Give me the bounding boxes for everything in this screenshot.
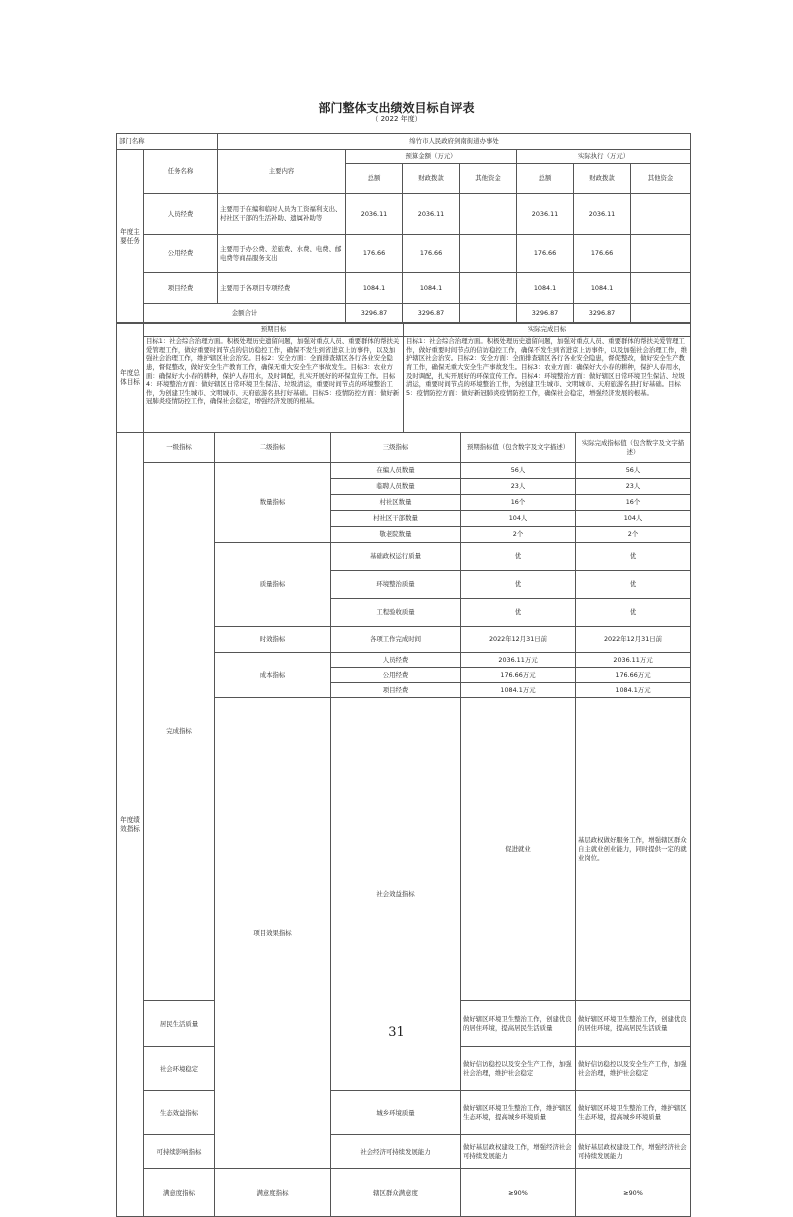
indicator-actual: 104人: [576, 511, 691, 527]
budget-header: 预算金额（万元）: [346, 150, 517, 164]
indicator-expected: 16个: [461, 495, 576, 511]
goals-table: [116, 322, 691, 433]
indicator-name: 村社区数量: [331, 495, 461, 511]
actual-total: 1084.1: [517, 273, 574, 304]
indicator-expected: 做好辖区环境卫生整治工作，创建优良的居住环境，提高居民生活质量: [461, 1001, 576, 1047]
actual-fiscal: 2036.11: [574, 194, 631, 235]
goals-side-label: 年度总体目标: [117, 323, 144, 433]
budget-other: [460, 235, 517, 273]
budget-fiscal: 1084.1: [403, 273, 460, 304]
indicator-name: 辖区群众满意度: [331, 1169, 461, 1217]
indicator-actual: 176.66万元: [576, 668, 691, 683]
sum-actual-other: [631, 304, 691, 324]
indicator-expected: 优: [461, 543, 576, 571]
effect-indicator: 项目效果指标: [215, 698, 331, 1169]
indicator-expected: 23人: [461, 479, 576, 495]
quantity-indicator: 数量指标: [215, 463, 331, 543]
sustainability-indicator: 可持续影响指标: [144, 1135, 215, 1169]
actual-total: 2036.11: [517, 194, 574, 235]
sum-budget-other: [460, 304, 517, 324]
indicator-expected: 2036.11万元: [461, 653, 576, 668]
sum-budget-total: 3296.87: [346, 304, 403, 324]
col-budget-other: 其他资金: [460, 164, 517, 194]
actual-goal-text: 目标1：社会综合治理方面。积极处理历史遗留问题，加强对重点人员、重要群体的帮扶关爱管理工作，做好重要时间节点的信访稳控工作，确保不发生到省进京上访事件，以及加强社会治理工作，维护辖区社会治安。目标2：安全方面：全面排查辖区各行各业安全隐患，督促整改，做好安全生产教育工作，确保无重大安全生产事故发生。目标3：农业方面：确保好大小春的耕种，保护人春用水，及时调配，扎实开展好的环保宣传工作。目标4：环境整治方面：做好辖区日常环境卫生保洁、垃圾清运，重要时间节点的环境整治工作，为创建卫生城市、文明城市、天府旅游名县打好基础。目标5：疫情防控方面：做好新冠肺炎疫情防控工作，确保社会稳定，增强经济发展的根基。: [404, 337, 691, 433]
actual-total: 176.66: [517, 235, 574, 273]
indicator-name: 公用经费: [331, 668, 461, 683]
budget-total: 1084.1: [346, 273, 403, 304]
actual-header: 实际执行（万元）: [517, 150, 691, 164]
indicator-name: 社会环境稳定: [144, 1047, 215, 1091]
task-content: 主要用于在编和临时人员为工资福利支出、村社区干部的生活补助、遗属补助等: [218, 194, 346, 235]
indicator-expected: 做好基层政权建设工作，增强经济社会可持续发展能力: [461, 1135, 576, 1169]
indicator-name: 工程验收质量: [331, 599, 461, 627]
col-actual-fiscal: 财政拨款: [574, 164, 631, 194]
dept-label: 部门名称: [117, 134, 218, 150]
indicator-name: 敬老院数量: [331, 527, 461, 543]
col-actual-value: 实际完成指标值（包含数字及文字描述）: [576, 433, 691, 463]
indicator-expected: 2022年12月31日前: [461, 627, 576, 653]
task-content: 主要用于办公费、差旅费、水费、电费、邮电费等商品服务支出: [218, 235, 346, 273]
task-table: [116, 133, 691, 324]
expected-goal-header: 预期目标: [144, 323, 404, 337]
indicator-expected: 56人: [461, 463, 576, 479]
col-level1: 一级指标: [144, 433, 215, 463]
indicator-actual: 做好辖区环境卫生整治工作，创建优良的居住环境，提高居民生活质量: [576, 1001, 691, 1047]
sum-actual-total: 3296.87: [517, 304, 574, 324]
indicator-actual: 1084.1万元: [576, 683, 691, 698]
sum-budget-fiscal: 3296.87: [403, 304, 460, 324]
col-level3: 三级指标: [331, 433, 461, 463]
dept-value: 绵竹市人民政府剑南街道办事处: [218, 134, 691, 150]
actual-goal-header: 实际完成目标: [404, 323, 691, 337]
budget-total: 2036.11: [346, 194, 403, 235]
indicator-name: 村社区干部数量: [331, 511, 461, 527]
indicator-actual: ≥90%: [576, 1169, 691, 1217]
timeliness-indicator: 时效指标: [215, 627, 331, 653]
task-row: [117, 194, 691, 235]
satisfaction-indicator: 满意度指标: [144, 1169, 215, 1217]
quality-indicator: 质量指标: [215, 543, 331, 627]
col-level2: 二级指标: [215, 433, 331, 463]
actual-other: [631, 235, 691, 273]
col-expected-value: 预期指标值（包含数字及文字描述）: [461, 433, 576, 463]
indicator-name: 促进就业: [461, 698, 576, 1001]
indicator-actual: 优: [576, 543, 691, 571]
task-name: 项目经费: [144, 273, 218, 304]
indicator-actual: 做好辖区环境卫生整治工作，维护辖区生态环境，提高城乡环境质量: [576, 1091, 691, 1135]
indicator-actual: 16个: [576, 495, 691, 511]
task-name: 公用经费: [144, 235, 218, 273]
task-content: 主要用于各项目专项经费: [218, 273, 346, 304]
page-number: 31: [388, 1025, 405, 1040]
actual-other: [631, 273, 691, 304]
indicator-expected: 优: [461, 571, 576, 599]
task-row: [117, 235, 691, 273]
col-budget-total: 总额: [346, 164, 403, 194]
expected-goal-text: 目标1：社会综合治理方面。积极处理历史遗留问题，加强对重点人员、重要群体的帮扶关爱管理工作，做好重要时间节点的信访稳控工作，确保不发生到省进京上访事件，以及加强社会治理工作，维护辖区社会治安。目标2：安全方面：全面排查辖区各行各业安全隐患，督促整改，做好安全生产教育工作，确保无重大安全生产事故发生。目标3：农业方面：确保好大小春的耕种，保护人春用水，及时调配，扎实开展好的环保宣传工作。目标4：环境整治方面：做好辖区日常环境卫生保洁、垃圾清运，重要时间节点的环境整治工作，为创建卫生城市、文明城市、天府旅游名县打好基础。目标5：疫情防控方面：做好新冠肺炎疫情防控工作，确保社会稳定，增强经济发展的根基。: [144, 337, 404, 433]
completion-indicator: 完成指标: [144, 463, 215, 1001]
indicator-actual: 做好基层政权建设工作，增强经济社会可持续发展能力: [576, 1135, 691, 1169]
cost-indicator: 成本指标: [215, 653, 331, 698]
indicator-actual: 56人: [576, 463, 691, 479]
budget-total: 176.66: [346, 235, 403, 273]
task-name: 人员经费: [144, 194, 218, 235]
indicator-expected: 2个: [461, 527, 576, 543]
ecological-benefit-indicator: 生态效益指标: [144, 1091, 215, 1135]
indicator-actual: 优: [576, 599, 691, 627]
actual-fiscal: 176.66: [574, 235, 631, 273]
indicator-expected: 基层政权做好服务工作，增强辖区群众自主就业创业能力，同时提供一定的就业岗位。: [576, 698, 691, 1001]
indicator-expected: 做好信访稳控以及安全生产工作，加强社会治理，维护社会稳定: [461, 1047, 576, 1091]
actual-other: [631, 194, 691, 235]
indicator-name: 社会经济可持续发展能力: [331, 1135, 461, 1169]
budget-fiscal: 176.66: [403, 235, 460, 273]
indicator-name: 基础政权运行质量: [331, 543, 461, 571]
indicator-expected: ≥90%: [461, 1169, 576, 1217]
satisfaction-sub-indicator: 满意度指标: [215, 1169, 331, 1217]
indicator-name: 临聘人员数量: [331, 479, 461, 495]
indicator-name: 各项工作完成时间: [331, 627, 461, 653]
indicator-expected: 优: [461, 599, 576, 627]
indicator-name: 项目经费: [331, 683, 461, 698]
indicator-name: 人员经费: [331, 653, 461, 668]
indicator-name: 环境整治质量: [331, 571, 461, 599]
indicator-actual: 2036.11万元: [576, 653, 691, 668]
indicator-expected: 做好辖区环境卫生整治工作，维护辖区生态环境，提高城乡环境质量: [461, 1091, 576, 1135]
social-benefit-indicator: 社会效益指标: [331, 698, 461, 1091]
indicator-actual: 2022年12月31日前: [576, 627, 691, 653]
sum-row: [117, 304, 691, 324]
tasks-side-label: 年度主要任务: [117, 150, 144, 324]
indicator-actual: 做好信访稳控以及安全生产工作，加强社会治理，维护社会稳定: [576, 1047, 691, 1091]
col-main-content: 主要内容: [218, 150, 346, 194]
indicator-actual: 优: [576, 571, 691, 599]
page-title: 部门整体支出绩效目标自评表: [318, 101, 475, 115]
sum-label: 金额合计: [144, 304, 346, 324]
indicator-name: 城乡环境质量: [331, 1091, 461, 1135]
col-budget-fiscal: 财政拨款: [403, 164, 460, 194]
budget-other: [460, 273, 517, 304]
indicator-name: 居民生活质量: [144, 1001, 215, 1047]
indicator-expected: 1084.1万元: [461, 683, 576, 698]
sum-actual-fiscal: 3296.87: [574, 304, 631, 324]
indicator-expected: 104人: [461, 511, 576, 527]
indicators-side-label: 年度绩效指标: [117, 433, 144, 1217]
budget-other: [460, 194, 517, 235]
indicator-actual: 23人: [576, 479, 691, 495]
task-row: [117, 273, 691, 304]
col-actual-other: 其他资金: [631, 164, 691, 194]
col-task-name: 任务名称: [144, 150, 218, 194]
budget-fiscal: 2036.11: [403, 194, 460, 235]
col-actual-total: 总额: [517, 164, 574, 194]
actual-fiscal: 1084.1: [574, 273, 631, 304]
indicator-table: [116, 432, 691, 1217]
report-year: （ 2022 年度）: [371, 115, 422, 123]
indicator-expected: 176.66万元: [461, 668, 576, 683]
indicator-actual: 2个: [576, 527, 691, 543]
indicator-name: 在编人员数量: [331, 463, 461, 479]
